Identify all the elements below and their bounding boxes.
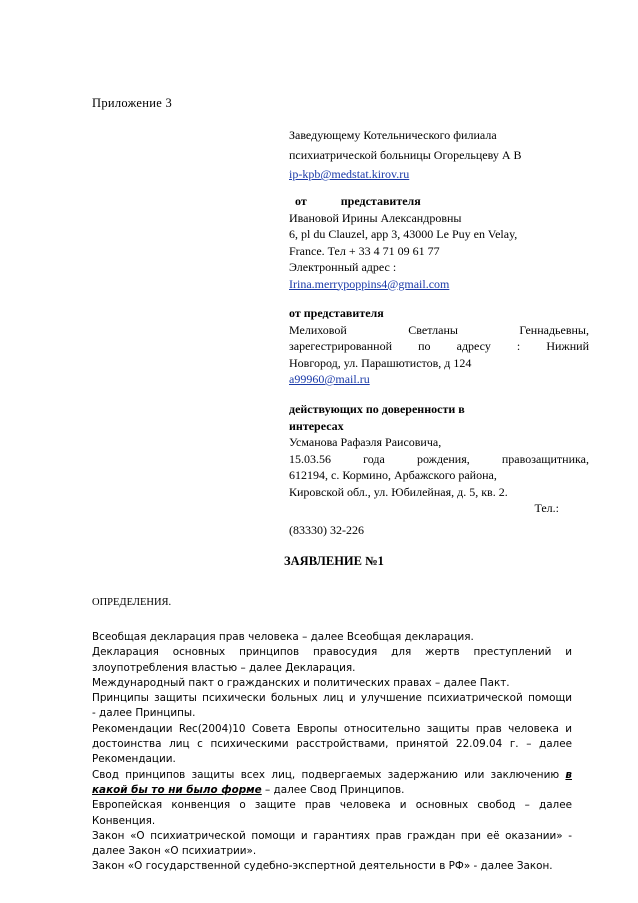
recipient-email-link[interactable]: ip-kpb@medstat.kirov.ru	[289, 167, 410, 181]
definition-line	[92, 768, 572, 783]
principal-phone: (83330) 32-226	[289, 522, 364, 537]
definition-line: достоинства лиц с психическими расстройствами, принятой 22.09.04 г. – далее	[92, 738, 572, 751]
representative-name: Ивановой Ирины Александровны	[289, 210, 462, 225]
principal-block	[289, 401, 589, 538]
appendix-label: Приложение 3	[92, 96, 173, 110]
definition-text: – далее Свод Принципов.	[261, 783, 405, 796]
definitions-list	[92, 630, 572, 875]
recipient-line: психиатрической больницы Огорельцеву А В	[289, 147, 522, 162]
representative-address: зарегестрированной по адресу : Нижний	[289, 339, 589, 353]
definition-line: Всеобщая декларация прав человека – далее Всеобщая декларация.	[92, 631, 474, 643]
definition-line: злоупотребления властью – далее Декларация.	[92, 661, 356, 674]
principal-address: 612194, с. Кормино, Арбажского района,	[289, 468, 497, 482]
definition-line: Конвенция.	[92, 814, 156, 827]
definition-line: Декларация основных принципов правосудия для жертв преступлений и	[92, 646, 572, 659]
acting-label: действующих по доверенности в	[289, 402, 465, 416]
emphasis-text: какой бы то ни было форме	[92, 783, 262, 796]
document-title: ЗАЯВЛЕНИЕ №1	[284, 554, 384, 568]
representative-address: France. Тел + 33 4 71 09 61 77	[289, 243, 440, 258]
representative-name: Мелиховой Светланы Геннадьевны,	[289, 322, 589, 337]
definition-line: - далее Принципы.	[92, 707, 196, 720]
representative-address: 6, pl du Clauzel, app 3, 43000 Le Puy en Velay,	[289, 227, 518, 241]
principal-address: Кировской обл., ул. Юбилейная, д. 5, кв. 2.	[289, 484, 508, 499]
emphasis-text: в	[565, 768, 572, 781]
representative-email-link[interactable]: a99960@mail.ru	[289, 372, 370, 386]
email-label: Электронный адрес :	[289, 260, 397, 274]
definition-line: далее Закон «О психиатрии».	[92, 845, 257, 858]
definition-line: Рекомендации.	[92, 753, 176, 766]
tel-label: Тел.:	[534, 501, 559, 515]
recipient-block	[289, 127, 589, 183]
representative-label: представителя	[340, 194, 421, 208]
from-label: от	[295, 194, 307, 208]
definition-text: Свод принципов защиты всех лиц, подвергаемых задержанию или заключению	[92, 768, 566, 781]
definition-line: Европейская конвенция о защите прав человека и основных свобод – далее	[92, 799, 572, 812]
representative-2-block	[289, 305, 589, 388]
definition-line: Закон «О психиатрической помощи и гарантиях прав граждан при её оказании» -	[92, 829, 572, 842]
definition-line: Рекомендации Rec(2004)10 Совета Европы относительно защиты прав человека и	[92, 722, 572, 735]
definitions-heading: ОПРЕДЕЛЕНИЯ.	[92, 597, 172, 608]
acting-label: интересах	[289, 418, 344, 433]
representative-email-link[interactable]: Irina.merrypoppins4@gmail.com	[289, 276, 450, 291]
representative-label: от представителя	[289, 306, 384, 320]
representative-1-block	[289, 193, 589, 292]
principal-birth: 15.03.56 года рождения, правозащитника,	[289, 451, 589, 466]
definition-line: Международный пакт о гражданских и политических правах – далее Пакт.	[92, 676, 510, 689]
definition-line: Закон «О государственной судебно-экспертной деятельности в РФ» - далее Закон.	[92, 860, 553, 873]
definition-line	[92, 783, 572, 798]
principal-name: Усманова Рафаэля Раисовича,	[289, 435, 442, 449]
recipient-line: Заведующему Котельнического филиала	[289, 128, 497, 142]
definition-line: Принципы защиты психически больных лиц и улучшение психиатрической помощи	[92, 692, 572, 705]
representative-address: Новгород, ул. Парашютистов, д 124	[289, 355, 472, 370]
